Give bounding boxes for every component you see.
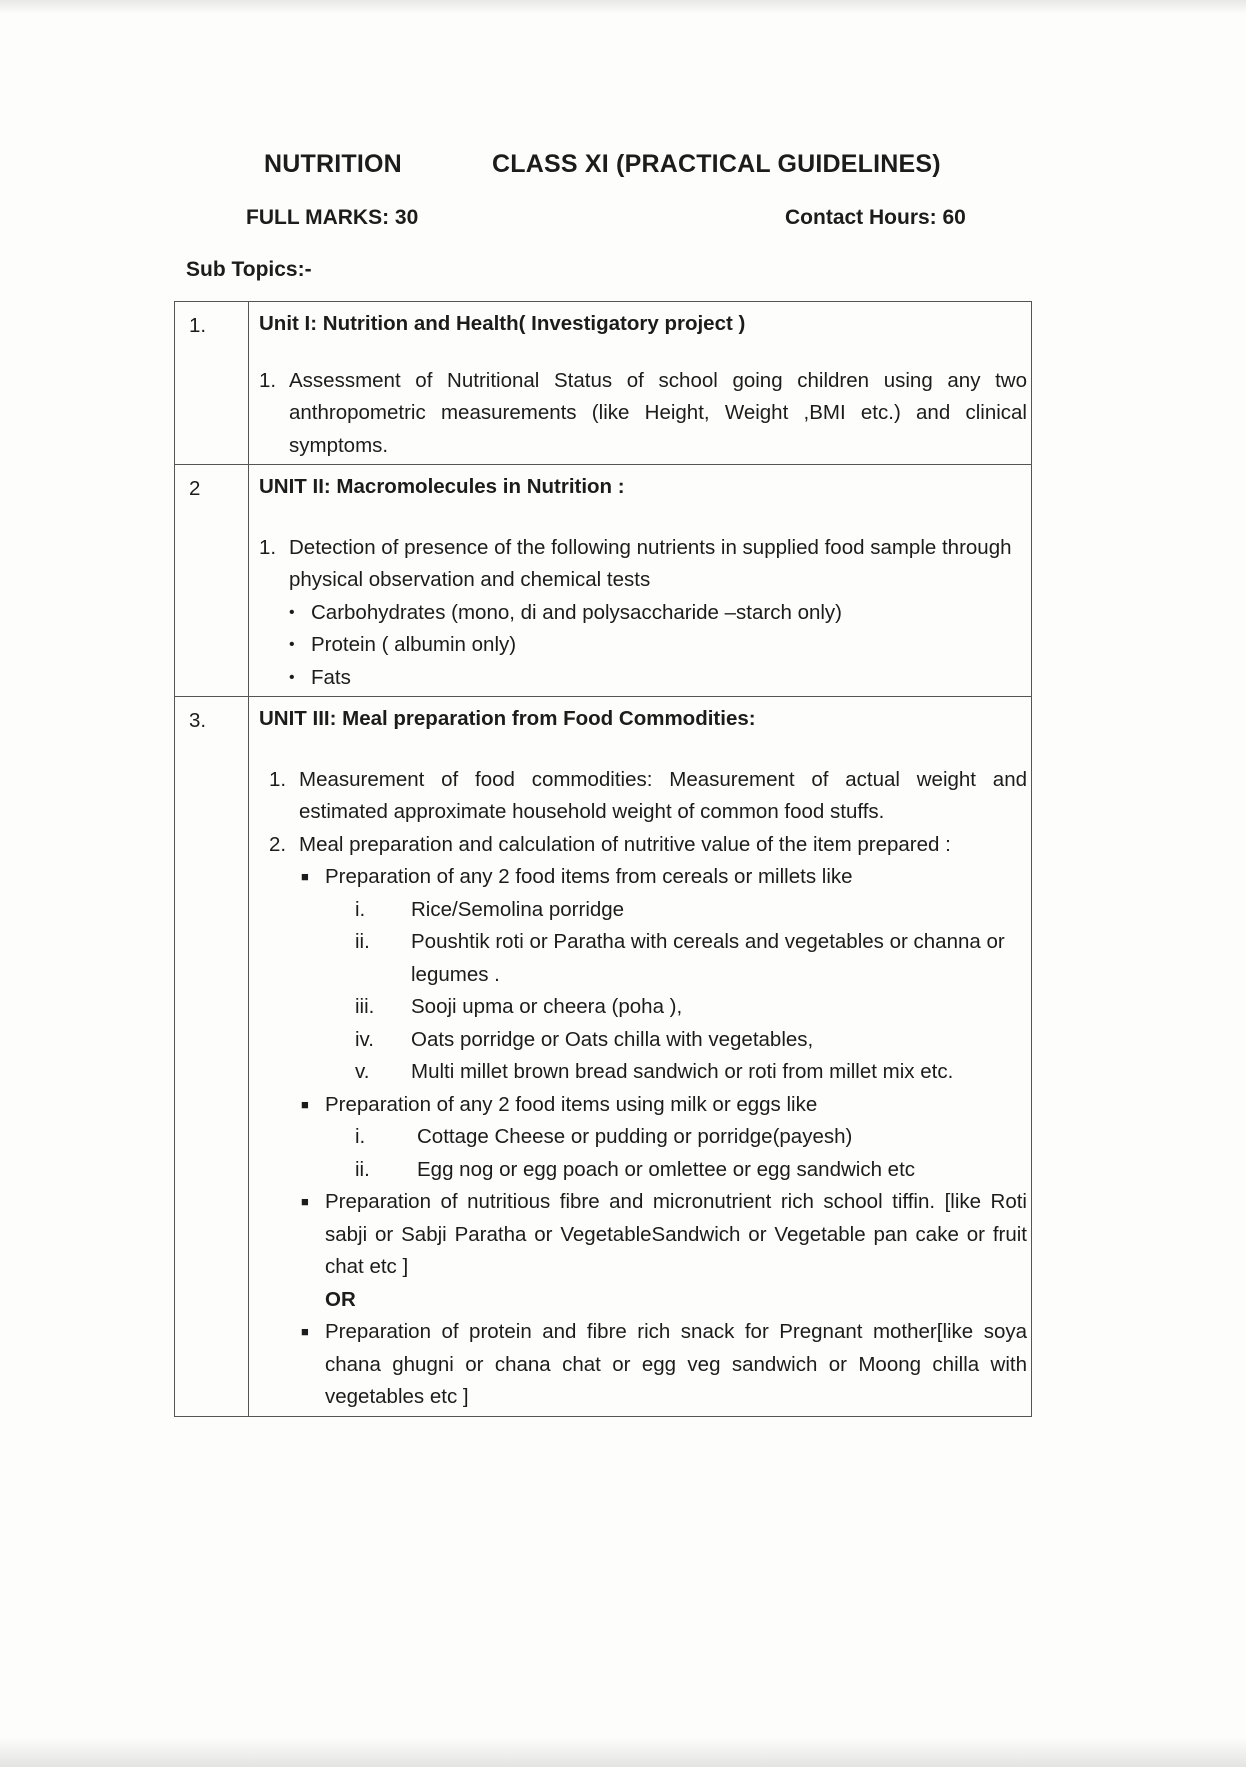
table-row [175, 697, 1032, 1417]
unit-title: UNIT III: Meal preparation from Food Commodities: [259, 707, 756, 730]
cereal-items-list [355, 894, 1027, 1089]
contact-hours: Contact Hours: 60 [785, 206, 966, 229]
roman-numeral: iii. [355, 995, 375, 1018]
list-item [355, 1024, 1027, 1057]
list-item-text: Protein ( albumin only) [311, 633, 517, 656]
bullet-icon: • [289, 636, 295, 653]
list-item-text: Poushtik roti or Paratha with cereals and vegetables or channa or legumes . [411, 930, 1005, 986]
roman-numeral: v. [355, 1060, 370, 1083]
list-item-text: Multi millet brown bread sandwich or roti from millet mix etc. [411, 1060, 954, 1083]
list-item [269, 764, 1027, 829]
unit-title: Unit I: Nutrition and Health( Investigatory project ) [259, 312, 746, 335]
sub-topics-heading: Sub Topics:- [186, 258, 312, 281]
square-bullet-icon: ■ [301, 1096, 309, 1112]
item-text: Assessment of Nutritional Status of school going children using any two anthropometric measurements (like Height, Weight ,BMI etc.) and clinical symptoms. [289, 368, 1027, 457]
page-shadow-top [0, 0, 1246, 14]
list-item [355, 926, 1027, 991]
list-item-text: Preparation of protein and fibre rich snack for Pregnant mother[like soya chana ghugni or chana chat or egg veg sandwich or Moong chilla with vegetables etc ] [325, 1320, 1027, 1408]
list-item [289, 662, 1027, 695]
list-item-text: Sooji upma or cheera (poha ), [411, 995, 683, 1018]
bullet-icon: • [289, 668, 295, 686]
list-item [259, 532, 1027, 597]
item-number: 1. [259, 368, 277, 392]
unit-content [249, 302, 1032, 465]
list-item [301, 1089, 1027, 1122]
unit-number: 2 [175, 465, 249, 697]
list-item [301, 1186, 1027, 1284]
list-item [355, 1056, 1027, 1089]
unit-number: 3. [175, 697, 249, 1417]
list-item [355, 1121, 1027, 1154]
subject-title: NUTRITION [264, 150, 402, 178]
table-row [175, 465, 1032, 697]
list-item-text: Egg nog or egg poach or omlettee or egg sandwich etc [417, 1157, 916, 1181]
square-bullet-icon: ■ [301, 1194, 309, 1209]
list-item [289, 597, 1027, 630]
milk-items-list [355, 1121, 1027, 1186]
roman-numeral: i. [355, 1125, 366, 1148]
roman-numeral: ii. [355, 1157, 370, 1181]
list-item [301, 1316, 1027, 1414]
or-separator: OR [325, 1287, 356, 1311]
list-item-text: Fats [311, 665, 351, 689]
list-item-text: Preparation of any 2 food items from cereals or millets like [325, 865, 853, 888]
roman-numeral: ii. [355, 930, 370, 953]
list-item [289, 629, 1027, 662]
roman-numeral: i. [355, 897, 366, 921]
item-text: Meal preparation and calculation of nutritive value of the item prepared : [299, 832, 951, 856]
nutrient-list [259, 597, 1027, 695]
unit-content [249, 697, 1032, 1417]
unit-content [249, 465, 1032, 697]
item-number: 2. [269, 832, 287, 856]
units-table [174, 301, 1032, 1417]
item-number: 1. [259, 535, 277, 559]
item-text: Detection of presence of the following nutrients in supplied food sample through physical observation and chemical tests [289, 535, 1012, 591]
list-item [301, 861, 1027, 894]
bullet-icon: • [289, 603, 295, 621]
list-item [259, 365, 1027, 463]
list-item-text: Carbohydrates (mono, di and polysaccharide –starch only) [311, 600, 842, 624]
list-item [355, 1154, 1027, 1187]
square-bullet-icon: ■ [301, 869, 309, 884]
list-item-text: Preparation of any 2 food items using milk or eggs like [325, 1092, 818, 1116]
list-item-text: Rice/Semolina porridge [411, 897, 625, 921]
list-item [355, 991, 1027, 1024]
full-marks: FULL MARKS: 30 [246, 206, 419, 229]
list-item-text: Preparation of nutritious fibre and micronutrient rich school tiffin. [like Roti sabji or Sabji Paratha or VegetableSandwich or Vegetable pan cake or fruit chat etc ] [325, 1190, 1027, 1278]
list-item [355, 894, 1027, 927]
unit-title: UNIT II: Macromolecules in Nutrition : [259, 475, 625, 498]
page-shadow-bottom [0, 1737, 1246, 1767]
list-item-text: Oats porridge or Oats chilla with vegetables, [411, 1027, 814, 1051]
square-bullet-icon: ■ [301, 1324, 309, 1339]
list-item [269, 829, 1027, 862]
table-row [175, 302, 1032, 465]
item-text: Measurement of food commodities: Measurement of actual weight and estimated approximate household weight of common food stuffs. [299, 767, 1027, 823]
roman-numeral: iv. [355, 1027, 374, 1051]
item-number: 1. [269, 767, 287, 791]
class-title: CLASS XI (PRACTICAL GUIDELINES) [492, 150, 941, 178]
unit-number: 1. [175, 302, 249, 465]
list-item-text: Cottage Cheese or pudding or porridge(payesh) [417, 1125, 853, 1148]
